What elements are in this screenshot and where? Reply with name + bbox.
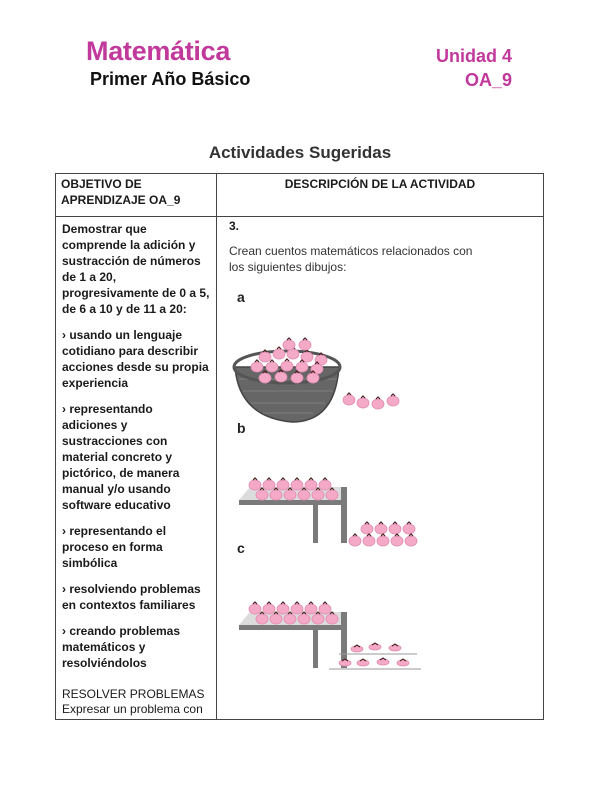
unit-label: Unidad 4 (435, 46, 512, 66)
illustrations (217, 217, 545, 717)
page-title: Matemática (86, 36, 231, 66)
basket-illustration (234, 338, 399, 422)
table-header-row (56, 174, 544, 217)
objective-bullet: › resolviendo problemas en contextos familiares (62, 582, 201, 612)
label-c: c (237, 540, 245, 556)
section-title: Actividades Sugeridas (208, 143, 392, 162)
tomatoes-outside (343, 393, 399, 409)
table-illustration-c (239, 602, 421, 669)
objective-bullet: › creando problemas matemáticos y resolviéndolos (62, 624, 181, 670)
objective-bullet: › representando adiciones y sustracciones con material concreto y pictórico, de manera manual y/o usando software educativo (62, 402, 180, 512)
label-a: a (237, 289, 245, 305)
description-cell (217, 217, 544, 720)
header-objective: OBJETIVO DE APRENDIZAJE OA_9 (56, 174, 217, 217)
table-illustration-b (239, 478, 417, 546)
page-subtitle: Primer Año Básico (90, 69, 251, 89)
resolver-problemas-title: RESOLVER PROBLEMAS (62, 687, 205, 701)
objective-bullet: › representando el proceso en forma simbólica (62, 524, 167, 570)
header-description: DESCRIPCIÓN DE LA ACTIVIDAD (217, 174, 544, 217)
activity-description: Crean cuentos matemáticos relacionados con los siguientes dibujos: (229, 244, 473, 274)
resolver-problemas-text: Expresar un problema con (62, 702, 203, 716)
objective-intro: Demostrar que comprende la adición y sustracción de números de 1 a 20, progresivamente de 0 a 5, de 6 a 10 y de 11 a 20: (62, 222, 210, 316)
table-body-row (56, 217, 544, 720)
activity-number: 3. (229, 219, 240, 233)
objective-bullet: › usando un lenguaje cotidiano para describir acciones desde su propia experiencia (62, 328, 209, 390)
activity-table (55, 173, 544, 720)
tomatoes-floor-b (349, 522, 417, 546)
label-b: b (237, 420, 246, 436)
objective-cell (56, 217, 217, 720)
oa-label: OA_9 (464, 70, 512, 90)
